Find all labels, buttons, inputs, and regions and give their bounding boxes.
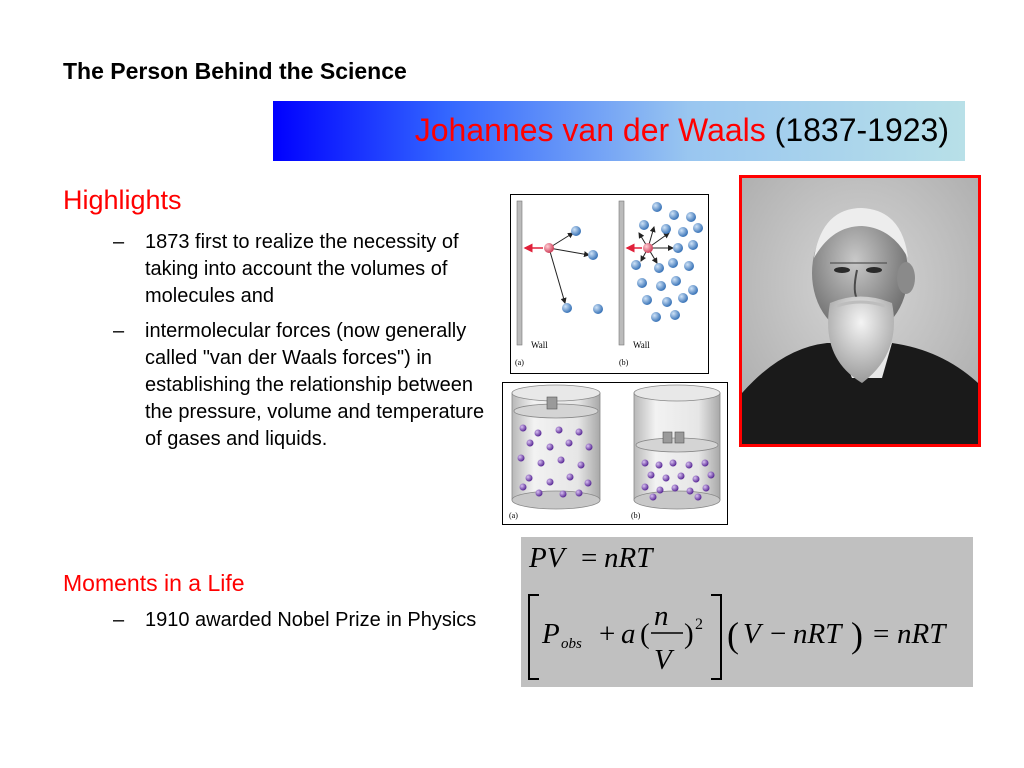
molecule [678, 293, 688, 303]
list-item [113, 229, 493, 310]
ideal-gas-lhs: PV [529, 542, 565, 574]
portrait-svg [742, 178, 978, 444]
caption-a: (a) [515, 358, 524, 367]
caption-b: (b) [619, 358, 629, 367]
equation-box [521, 537, 973, 687]
obs-subscript: obs [561, 636, 582, 652]
equals-sign: = [873, 618, 890, 650]
wall-label-a: Wall [531, 340, 548, 350]
svg-text:(: ( [640, 618, 650, 650]
bullet-dash: – [113, 609, 125, 631]
vdw-rhs: nRT [897, 618, 946, 650]
wall-label-b: Wall [633, 340, 650, 350]
highlights-heading: Highlights [63, 185, 182, 215]
molecule [684, 261, 694, 271]
highlights-list [113, 229, 493, 461]
molecule [652, 202, 662, 212]
list-item [113, 607, 493, 634]
molecule [639, 220, 649, 230]
gas-cylinder-figure [502, 382, 728, 525]
svg-text:(: ( [727, 615, 739, 655]
molecule [671, 276, 681, 286]
volume-symbol: V [743, 618, 761, 650]
fraction-denominator: V [654, 644, 672, 676]
caption-a: (a) [509, 511, 518, 520]
molecule [631, 260, 641, 270]
wall-b [619, 201, 624, 345]
molecule [593, 304, 603, 314]
molecule [688, 240, 698, 250]
cylinder-a [512, 385, 600, 509]
bullet-dash: – [113, 320, 125, 342]
fraction-numerator: n [654, 600, 669, 632]
life-years: (1837-1923) [774, 112, 949, 148]
molecule [693, 223, 703, 233]
portrait-photo [739, 175, 981, 447]
list-item-text: 1910 awarded Nobel Prize in Physics [145, 609, 477, 631]
molecule [654, 263, 664, 273]
molecule [686, 212, 696, 222]
scientist-name: Johannes van der Waals [414, 112, 766, 148]
list-item-text: 1873 first to realize the necessity of taking into account the volumes of molecules and [145, 231, 459, 307]
molecule [662, 297, 672, 307]
molecule-wall-figure [510, 194, 709, 374]
molecule [678, 227, 688, 237]
molecule [562, 303, 572, 313]
ideal-gas-rhs: nRT [604, 542, 653, 574]
equals-sign: = [581, 542, 598, 574]
title-banner [273, 101, 965, 161]
molecule-red [643, 243, 653, 253]
molecule [642, 295, 652, 305]
minus-sign: − [770, 618, 787, 650]
molecule [637, 278, 647, 288]
molecule [673, 243, 683, 253]
svg-text:): ) [851, 615, 863, 655]
page-title: The Person Behind the Science [63, 58, 407, 84]
moments-heading: Moments in a Life [63, 570, 245, 596]
moments-list [113, 607, 493, 642]
molecule-red [544, 243, 554, 253]
molecule [656, 281, 666, 291]
molecule [688, 285, 698, 295]
svg-text:): ) [684, 618, 694, 650]
molecule [670, 310, 680, 320]
pressure-symbol: P [542, 618, 560, 650]
cylinder-b [634, 385, 720, 509]
plus-sign: + [599, 618, 616, 650]
exponent: 2 [695, 616, 703, 633]
molecule [588, 250, 598, 260]
equation-svg [521, 537, 973, 687]
wall-a [517, 201, 522, 345]
molecule-wall-svg [511, 195, 708, 373]
molecule [571, 226, 581, 236]
molecule [661, 224, 671, 234]
cylinder-svg [503, 383, 727, 524]
a-constant: a [621, 618, 636, 650]
molecule [651, 312, 661, 322]
molecule [669, 210, 679, 220]
bullet-dash: – [113, 231, 125, 253]
caption-b: (b) [631, 511, 641, 520]
molecule [668, 258, 678, 268]
nrt-term: nRT [793, 618, 842, 650]
list-item [113, 318, 493, 453]
list-item-text: intermolecular forces (now generally called "van der Waals forces") in establishing the relationship between the pressure, volume and temperature of gases and liquids. [145, 320, 485, 450]
banner-text [415, 112, 949, 149]
